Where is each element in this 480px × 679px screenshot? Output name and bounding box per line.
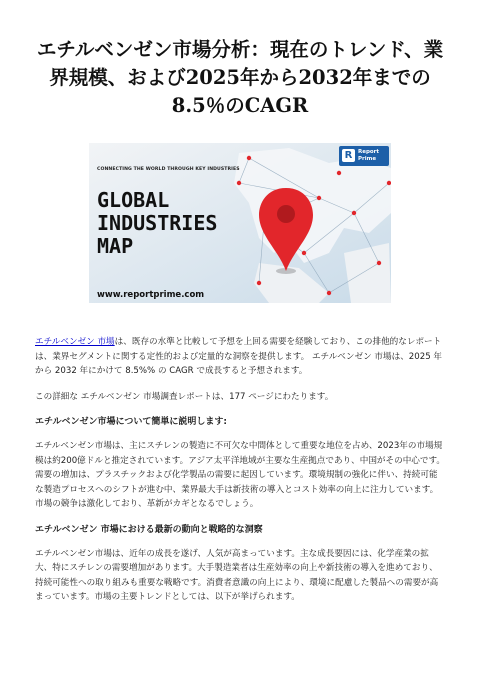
- pages-note: この詳細な エチルベンゼン 市場調査レポートは、177 ページにわたります。: [35, 391, 334, 402]
- section2-body: エチルベンゼン市場は、近年の成長を遂げ、人気が高まっています。主な成長要因には、化学産業の拡大、特にスチレンの需要増加があります。大手製造業者は生産効率の向上や新技術の導入を進めており、持続可能性への取り組みも重要な戦略です。消費者意識の向上により、環境に配慮した製品への需要が高まっています。市場の主要トレンドとしては、以下が挙げられます。: [35, 548, 439, 603]
- intro-paragraph: [35, 335, 445, 379]
- banner-heading-line1: GLOBAL: [97, 188, 170, 212]
- report-prime-logo: [339, 146, 389, 166]
- section2-heading: エチルベンゼン 市場における最新の動向と戦略的な洞察: [35, 524, 263, 535]
- banner-image: [89, 143, 391, 303]
- banner-tagline: CONNECTING THE WORLD THROUGH KEY INDUSTRIES: [97, 167, 240, 172]
- section1-heading: エチルベンゼン市場について簡単に説明します:: [35, 417, 227, 428]
- banner-url: www.reportprime.com: [97, 290, 205, 300]
- banner-heading-line3: MAP: [97, 234, 134, 258]
- intro-text: は、既存の水準と比較して予想を上回る需要を経験しており、この排他的なレポートは、業界セグメントに関する定性的および定量的な洞察を提供します。 エチルベンゼン 市場は、2025 年から 2032 年にかけて 8.5%% の CAGR で成長すると予想されます。: [35, 337, 442, 377]
- page-title: エチルベンゼン市場分析：現在のトレンド、業界規模、および2025年から2032年までの8.5％のCAGR: [36, 38, 444, 117]
- logo-text-line1: Report: [358, 149, 380, 155]
- banner-heading: [97, 189, 217, 258]
- market-link[interactable]: エチルベンゼン 市場: [35, 337, 115, 347]
- article-body: [35, 335, 445, 616]
- section1-body: エチルベンゼン市場は、主にスチレンの製造に不可欠な中間体として重要な地位を占め、2023年の市場規模は約200億ドルと推定されています。アジア太平洋地域が主要な生産拠点であり、中国がその中心です。需要の増加は、プラスチックおよび化学製品の需要に起因しています。環境規制の強化に伴い、持続可能な製造プロセスへのシフトが進む中、業界最大手は新技術の導入とコスト効率の向上に注力しています。市場の競争は激化しており、革新がカギとなるでしょう。: [35, 440, 445, 510]
- logo-text-line2: Prime: [358, 156, 377, 162]
- logo-mark-icon: R: [342, 149, 355, 162]
- banner-heading-line2: INDUSTRIES: [97, 211, 218, 235]
